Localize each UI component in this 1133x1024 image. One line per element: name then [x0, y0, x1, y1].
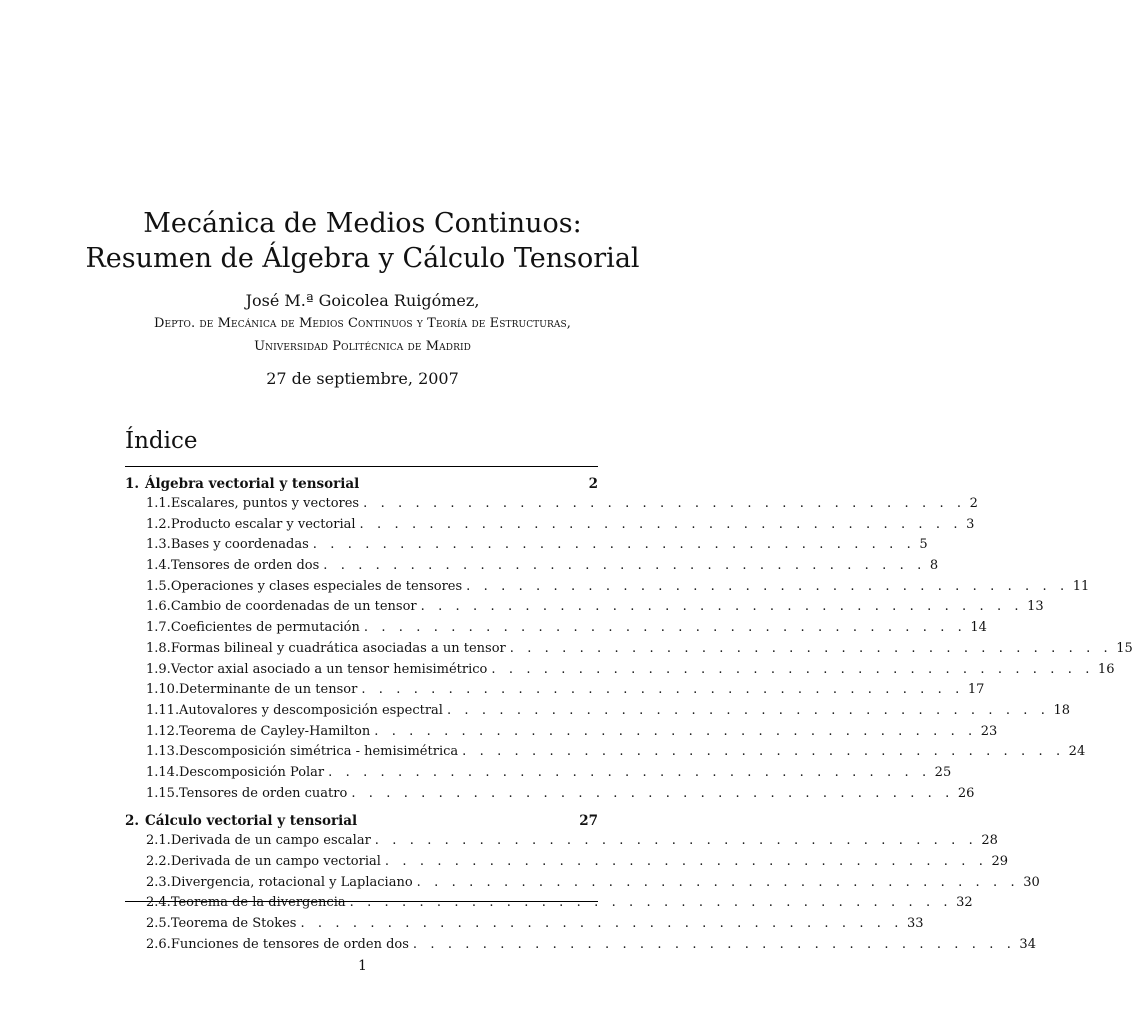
leader-dots: . . . . . . . . . . . . . . . . . . . . . . . . . . . . . . . . . . . — [416, 874, 1020, 890]
toc-section-row[interactable] — [125, 935, 1036, 956]
chapter-2-sections — [125, 831, 1040, 955]
section-page: 34 — [1019, 936, 1036, 952]
section-number: 1.15. — [146, 785, 180, 801]
section-number: 1.12. — [146, 723, 180, 739]
leader-dots: . . . . . . . . . . . . . . . . . . . . . . . . . . . . . . . . . . . — [466, 578, 1069, 594]
leader-dots: . . . . . . . . . . . . . . . . . . . . . . . . . . . . . . . . . . . — [300, 916, 903, 932]
index-heading: Índice — [125, 428, 198, 454]
date: 27 de septiembre, 2007 — [266, 369, 459, 388]
section-number: 1.11. — [146, 702, 180, 718]
section-number: 1.7. — [146, 620, 171, 636]
toc-section-row[interactable] — [125, 873, 1040, 894]
leader-dots: . . . . . . . . . . . . . . . . . . . . . . . . . . . . . . . . . . . — [420, 599, 1024, 615]
section-page: 32 — [956, 895, 973, 911]
section-title: Tensores de orden cuatro — [179, 785, 348, 801]
section-page: 8 — [929, 558, 939, 574]
section-number: 1.10. — [146, 682, 180, 698]
toc-section-row[interactable] — [125, 763, 952, 784]
section-number: 2.2. — [146, 854, 171, 869]
toc-section-row[interactable] — [125, 535, 928, 556]
section-page: 16 — [1097, 661, 1115, 677]
toc-section-row[interactable] — [125, 914, 924, 935]
toc-section-row[interactable] — [125, 831, 998, 852]
toc-top-rule — [125, 466, 598, 467]
section-title: Producto escalar y vectorial — [170, 516, 356, 532]
chapter-number: 2. — [125, 813, 140, 830]
title-line-2: Resumen de Álgebra y Cálculo Tensorial — [85, 243, 640, 274]
toc-section-row[interactable] — [125, 494, 978, 515]
section-number: 1.1. — [146, 496, 171, 511]
section-title: Funciones de tensores de orden dos — [170, 936, 409, 952]
leader-dots: . . . . . . . . . . . . . . . . . . . . . . . . . . . . . . . . . . . — [312, 537, 916, 553]
section-page: 13 — [1027, 599, 1044, 615]
section-title: Autovalores y descomposición espectral — [179, 702, 443, 718]
leader-dots: . . . . . . . . . . . . . . . . . . . . . . . . . . . . . . . . . . . — [374, 723, 977, 739]
section-number: 2.1. — [146, 833, 171, 849]
leader-dots: . . . . . . . . . . . . . . . . . . . . . . . . . . . . . . . . . . . — [412, 936, 1016, 952]
chapter-1-sections — [125, 494, 1133, 804]
affiliation-line-1: Depto. de Mecánica de Medios Continuos y Teoría de Estructuras, — [154, 316, 571, 331]
section-number: 1.4. — [146, 558, 171, 574]
section-number: 2.5. — [146, 916, 171, 932]
section-title: Tensores de orden dos — [170, 558, 320, 574]
toc-section-row[interactable] — [125, 515, 975, 536]
leader-dots: . . . . . . . . . . . . . . . . . . . . . . . . . . . . . . . . . . . — [462, 744, 1065, 760]
section-page: 25 — [934, 764, 952, 780]
section-page: 30 — [1023, 874, 1040, 890]
section-number: 1.6. — [146, 599, 171, 615]
leader-dots: . . . . . . . . . . . . . . . . . . . . . . . . . . . . . . . . . . . — [328, 764, 931, 780]
section-title: Teorema de Stokes — [170, 916, 297, 932]
section-title: Vector axial asociado a un tensor hemisimétrico — [170, 661, 488, 677]
toc-chapter-1[interactable] — [125, 475, 598, 494]
section-title: Formas bilineal y cuadrática asociadas a un tensor — [170, 640, 506, 656]
author: José M.ª Goicolea Ruigómez, — [245, 291, 480, 310]
section-title: Escalares, puntos y vectores — [170, 496, 360, 511]
section-title: Cambio de coordenadas de un tensor — [170, 599, 417, 615]
section-number: 1.2. — [146, 516, 171, 532]
toc-section-row[interactable] — [125, 618, 987, 639]
leader-dots: . . . . . . . . . . . . . . . . . . . . . . . . . . . . . . . . . . . — [491, 661, 1094, 677]
leader-dots: . . . . . . . . . . . . . . . . . . . . . . . . . . . . . . . . . . . — [351, 785, 954, 801]
toc-section-row[interactable] — [125, 577, 1090, 598]
leader-dots: . . . . . . . . . . . . . . . . . . . . . . . . . . . . . . . . . . . — [349, 895, 953, 911]
leader-dots: . . . . . . . . . . . . . . . . . . . . . . . . . . . . . . . . . . . — [363, 496, 966, 511]
chapter-number: 1. — [125, 476, 140, 492]
section-title: Descomposición Polar — [179, 764, 325, 780]
section-page: 28 — [981, 833, 998, 849]
chapter-gap — [125, 804, 598, 812]
toc-section-row[interactable] — [125, 597, 1044, 618]
section-number: 2.6. — [146, 936, 171, 952]
section-page: 15 — [1116, 640, 1133, 656]
toc-section-row[interactable] — [125, 784, 975, 805]
toc-section-row[interactable] — [125, 639, 1133, 660]
toc-section-row[interactable] — [125, 660, 1115, 681]
section-number: 1.3. — [146, 537, 171, 553]
affiliation-line-2: Universidad Politécnica de Madrid — [254, 339, 471, 354]
title-line-1: Mecánica de Medios Continuos: — [143, 208, 582, 239]
section-page: 33 — [907, 916, 924, 932]
section-page: 2 — [969, 496, 978, 511]
section-page: 11 — [1072, 578, 1090, 594]
chapter-title: Álgebra vectorial y tensorial — [145, 476, 360, 492]
leader-dots: . . . . . . . . . . . . . . . . . . . . . . . . . . . . . . . . . . . — [363, 620, 967, 636]
document-title — [0, 206, 725, 276]
section-title: Divergencia, rotacional y Laplaciano — [170, 874, 413, 890]
leader-dots: . . . . . . . . . . . . . . . . . . . . . . . . . . . . . . . . . . . — [446, 702, 1050, 718]
section-number: 1.14. — [146, 764, 180, 780]
leader-dots: . . . . . . . . . . . . . . . . . . . . . . . . . . . . . . . . . . . — [509, 640, 1113, 656]
section-number: 1.9. — [146, 661, 171, 677]
leader-dots: . . . . . . . . . . . . . . . . . . . . . . . . . . . . . . . . . . . — [359, 516, 963, 532]
section-page: 29 — [991, 854, 1008, 869]
section-page: 3 — [966, 516, 975, 532]
section-title: Determinante de un tensor — [179, 682, 358, 698]
leader-dots: . . . . . . . . . . . . . . . . . . . . . . . . . . . . . . . . . . . — [323, 558, 926, 574]
leader-dots: . . . . . . . . . . . . . . . . . . . . . . . . . . . . . . . . . . . — [374, 833, 978, 849]
section-title: Coeficientes de permutación — [170, 620, 360, 636]
toc-section-row[interactable] — [125, 701, 1071, 722]
section-title: Operaciones y clases especiales de tensores — [170, 578, 463, 594]
leader-dots: . . . . . . . . . . . . . . . . . . . . . . . . . . . . . . . . . . . — [361, 682, 964, 698]
toc-section-row[interactable] — [125, 722, 998, 743]
toc-section-row[interactable] — [125, 680, 985, 701]
toc-section-row[interactable] — [125, 556, 939, 577]
section-number: 1.13. — [146, 744, 180, 760]
section-number: 1.5. — [146, 578, 171, 594]
toc-section-row[interactable] — [125, 893, 973, 914]
section-page: 5 — [919, 537, 928, 553]
page-number: 1 — [358, 958, 367, 974]
toc-bottom-rule — [125, 901, 598, 902]
chapter-page: 2 — [588, 476, 598, 492]
toc-section-row[interactable] — [125, 742, 1086, 763]
section-title: Descomposición simétrica - hemisimétrica — [179, 744, 459, 760]
section-number: 1.8. — [146, 640, 171, 656]
leader-dots: . . . . . . . . . . . . . . . . . . . . . . . . . . . . . . . . . . . — [384, 854, 988, 869]
section-number: 2.3. — [146, 874, 171, 890]
section-title: Bases y coordenadas — [170, 537, 309, 553]
section-page: 17 — [967, 682, 985, 698]
section-page: 18 — [1053, 702, 1071, 718]
section-title: Teorema de Cayley-Hamilton — [179, 723, 371, 739]
chapter-title: Cálculo vectorial y tensorial — [145, 813, 358, 830]
chapter-page: 27 — [579, 813, 598, 830]
toc-chapter-2[interactable] — [125, 812, 598, 831]
section-title: Teorema de la divergencia — [170, 895, 346, 911]
section-page: 23 — [980, 723, 998, 739]
section-title: Derivada de un campo vectorial — [170, 854, 381, 869]
section-page: 26 — [957, 785, 975, 801]
section-page: 14 — [970, 620, 987, 636]
table-of-contents — [125, 475, 1133, 955]
section-page: 24 — [1068, 744, 1086, 760]
section-title: Derivada de un campo escalar — [170, 833, 371, 849]
toc-section-row[interactable] — [125, 852, 1008, 873]
section-number: 2.4. — [146, 895, 171, 911]
